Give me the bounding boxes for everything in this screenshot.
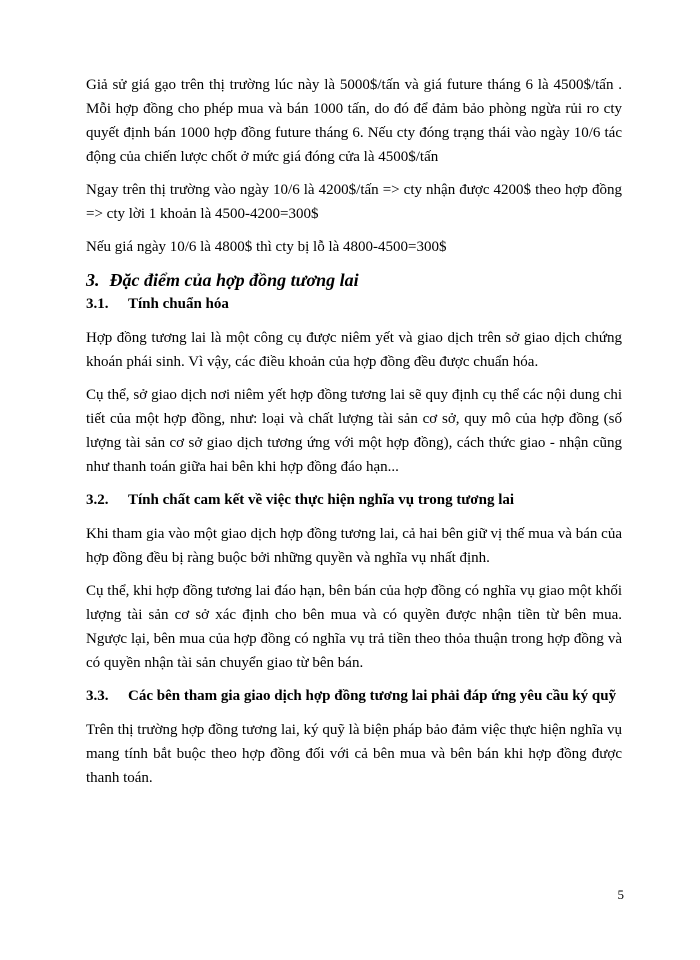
subsection-3-3-number: 3.3. [86,688,109,704]
subsection-3-3-title: Các bên tham gia giao dịch hợp đồng tương lai phải đáp ứng yêu cầu ký quỹ [128,688,617,704]
page-number: 5 [617,887,624,902]
subsection-3-3-heading [86,684,622,708]
subsection-3-3-paragraph-1: Trên thị trường hợp đồng tương lai, ký quỹ là biện pháp bảo đảm việc thực hiện nghĩa vụ mang tính bắt buộc theo hợp đồng đối với cả bên mua và bên bán khi hợp đồng được thanh toán. [86,722,622,786]
subsection-3-1-heading [86,292,622,316]
subsection-3-2-heading [86,488,622,512]
subsection-3-1-title: Tính chuẩn hóa [128,296,229,312]
document-page [86,73,622,799]
subsection-3-1-paragraph-1: Hợp đồng tương lai là một công cụ được niêm yết và giao dịch trên sở giao dịch chứng khoán phái sinh. Vì vậy, các điều khoản của hợp đồng đều được chuẩn hóa. [86,330,622,370]
subsection-3-2-paragraph-1: Khi tham gia vào một giao dịch hợp đồng tương lai, cả hai bên giữ vị thế mua và bán của hợp đồng đều bị ràng buộc bởi những quyền và nghĩa vụ nhất định. [86,526,622,566]
subsection-3-1-paragraph-2: Cụ thể, sở giao dịch nơi niêm yết hợp đồng tương lai sẽ quy định cụ thể các nội dung chi tiết của một hợp đồng, như: loại và chất lượng tài sản cơ sở, quy mô của hợp đồng (số lượng tài sản cơ sở giao dịch tương ứng với một hợp đồng), cách thức giao - nhận cũng như thanh toán giữa hai bên khi hợp đồng đáo hạn... [86,387,622,475]
subsection-3-2-paragraph-2: Cụ thể, khi hợp đồng tương lai đáo hạn, bên bán của hợp đồng có nghĩa vụ giao một khối lượng tài sản cơ sở xác định cho bên mua và có quyền được nhận tiền từ bên mua. Ngược lại, bên mua của hợp đồng có nghĩa vụ trả tiền theo thỏa thuận trong hợp đồng và có quyền nhận tài sản chuyển giao từ bên bán. [86,583,622,671]
intro-paragraph-example: Giả sử giá gạo trên thị trường lúc này là 5000$/tấn và giá future tháng 6 là 4500$/tấn . Mỗi hợp đồng cho phép mua và bán 1000 tấn, do đó để đảm bảo phòng ngừa rủi ro cty quyết định bán 1000 hợp đồng future tháng 6. Nếu cty đóng trạng thái vào ngày 10/6 tác động của chiến lược chốt ở mức giá đóng cửa là 4500$/tấn [86,77,622,165]
subsection-3-2-number: 3.2. [86,492,109,508]
intro-paragraph-profit: Ngay trên thị trường vào ngày 10/6 là 4200$/tấn => cty nhận được 4200$ theo hợp đồng => cty lời 1 khoản là 4500-4200=300$ [86,182,622,222]
section-3-number: 3. [86,270,100,290]
section-3-heading [86,268,622,292]
section-3-title: Đặc điểm của hợp đồng tương lai [109,270,359,290]
subsection-3-2-title: Tính chất cam kết về việc thực hiện nghĩa vụ trong tương lai [128,492,515,508]
intro-paragraph-loss: Nếu giá ngày 10/6 là 4800$ thì cty bị lỗ là 4800-4500=300$ [86,239,447,255]
subsection-3-1-number: 3.1. [86,296,109,312]
